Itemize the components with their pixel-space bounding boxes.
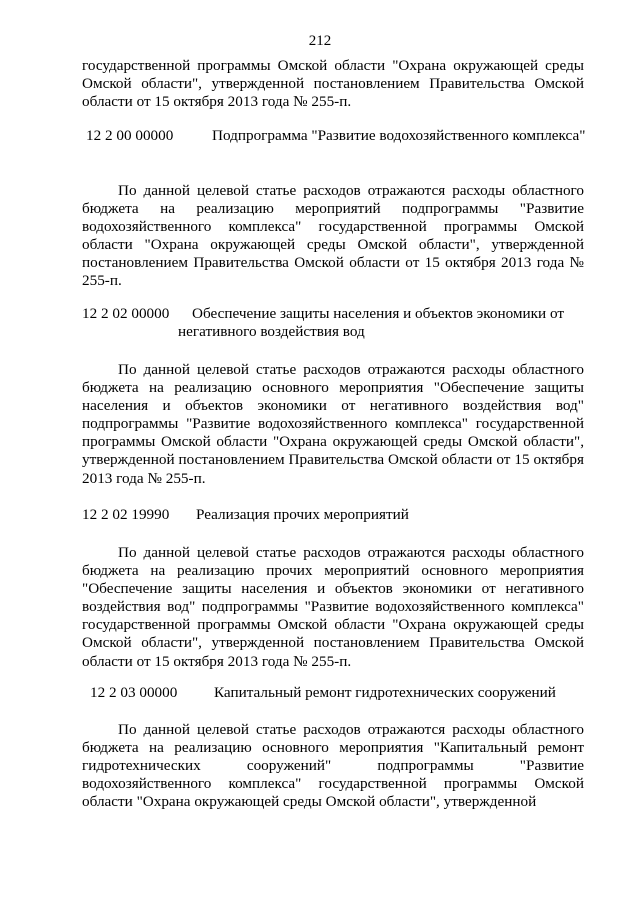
budget-code: 12 2 02 00000 — [82, 305, 170, 322]
section-heading-12-2-00-00000 — [82, 127, 584, 145]
section-title: Капитальный ремонт гидротехнических сооружений — [214, 684, 556, 701]
section-title: Обеспечение защиты населения и объектов экономики от негативного воздействия вод — [178, 305, 564, 341]
section-title: Реализация прочих мероприятий — [196, 506, 409, 523]
section-heading-12-2-02-00000 — [82, 305, 584, 341]
section-description: По данной целевой статье расходов отражаются расходы областного бюджета на реализацию основного мероприятия "Обеспечение защиты населения и объектов экономики от негативного воздействия вод" подпрограммы "Развитие водохозяйственного комплекса" государственной программы Омской области "Охрана окружающей среды Омской области", утвержденной постановлением Правительства Омской области от 15 октября 2013 года № 255-п. — [82, 361, 584, 487]
page-number: 212 — [308, 33, 332, 49]
budget-code: 12 2 00 00000 — [86, 127, 174, 144]
continuation-paragraph: государственной программы Омской области "Охрана окружающей среды Омской области", утвержденной постановлением Правительства Омской области от 15 октября 2013 года № 255-п. — [82, 57, 584, 111]
budget-code: 12 2 03 00000 — [90, 684, 178, 701]
section-description: По данной целевой статье расходов отражаются расходы областного бюджета на реализацию основного мероприятия "Капитальный ремонт гидротехнических сооружений" подпрограммы "Развитие водохозяйственного комплекса" государственной программы Омской области "Охрана окружающей среды Омской области", утвержденной — [82, 721, 584, 811]
section-description: По данной целевой статье расходов отражаются расходы областного бюджета на реализацию прочих мероприятий основного мероприятия "Обеспечение защиты населения и объектов экономики от негативного воздействия вод" подпрограммы "Развитие водохозяйственного комплекса" государственной программы Омской области "Охрана окружающей среды Омской области", утвержденной постановлением Правительства Омской области от 15 октября 2013 года № 255-п. — [82, 544, 584, 670]
section-heading-12-2-02-19990 — [82, 506, 584, 524]
section-description: По данной целевой статье расходов отражаются расходы областного бюджета на реализацию мероприятий подпрограммы "Развитие водохозяйственного комплекса" государственной программы Омской области "Охрана окружающей среды Омской области", утвержденной постановлением Правительства Омской области от 15 октября 2013 года № 255-п. — [82, 182, 584, 290]
section-heading-12-2-03-00000 — [82, 684, 584, 702]
section-title: Подпрограмма "Развитие водохозяйственного комплекса" — [212, 127, 586, 144]
budget-code: 12 2 02 19990 — [82, 506, 170, 523]
